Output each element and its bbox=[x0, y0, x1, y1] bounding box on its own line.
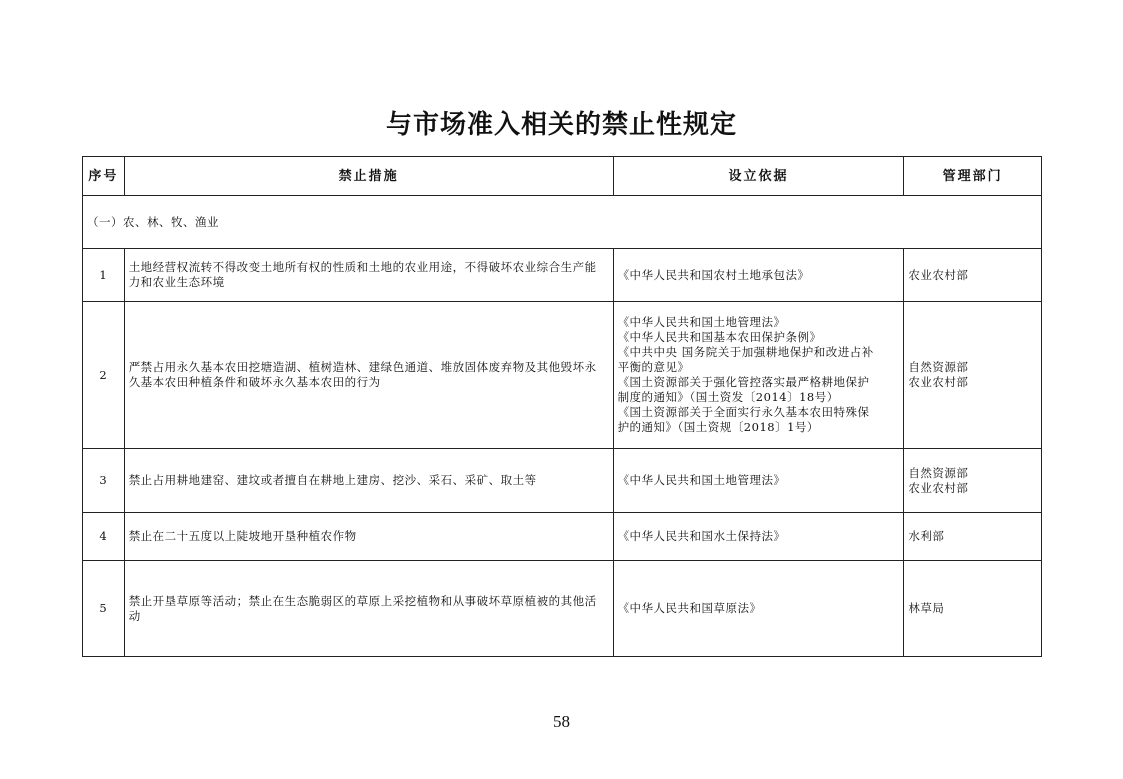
dept-line: 农业农村部 bbox=[908, 480, 969, 495]
dept-cell bbox=[904, 249, 1042, 302]
row-number: 3 bbox=[83, 449, 125, 513]
dept-line: 自然资源部 bbox=[908, 360, 969, 374]
measure-text: 禁止在二十五度以上陡坡地开垦种植农作物 bbox=[124, 513, 613, 561]
basis-line: 制度的通知》（国土资发〔2014〕18号） bbox=[617, 390, 839, 404]
basis-line: 《中华人民共和国水土保持法》 bbox=[617, 529, 786, 543]
basis-line: 《中共中央 国务院关于加强耕地保护和改进占补 bbox=[617, 345, 874, 359]
dept-line: 自然资源部 bbox=[908, 465, 969, 480]
dept-cell bbox=[904, 302, 1042, 449]
basis-line: 护的通知》（国土资规〔2018〕1号） bbox=[617, 420, 819, 434]
table-row bbox=[83, 249, 1042, 302]
basis-cell bbox=[613, 449, 904, 513]
basis-line: 《国土资源部关于全面实行永久基本农田特殊保 bbox=[617, 405, 870, 419]
table-header-row bbox=[83, 157, 1042, 196]
basis-cell bbox=[613, 513, 904, 561]
header-dept: 管理部门 bbox=[904, 157, 1042, 196]
basis-line: 《中华人民共和国土地管理法》 bbox=[617, 473, 786, 487]
basis-cell bbox=[613, 302, 904, 449]
basis-cell bbox=[613, 249, 904, 302]
dept-cell bbox=[904, 449, 1042, 513]
dept-cell bbox=[904, 561, 1042, 657]
basis-line: 《中华人民共和国土地管理法》 bbox=[617, 315, 786, 329]
regulation-table bbox=[82, 156, 1042, 657]
row-number: 1 bbox=[83, 249, 125, 302]
basis-line: 平衡的意见》 bbox=[617, 360, 690, 374]
section-title: （一）农、林、牧、渔业 bbox=[83, 196, 1042, 249]
table-row bbox=[83, 449, 1042, 513]
dept-line: 农业农村部 bbox=[908, 267, 969, 282]
measure-text: 禁止开垦草原等活动；禁止在生态脆弱区的草原上采挖植物和从事破坏草原植被的其他活动 bbox=[124, 561, 613, 657]
basis-cell bbox=[613, 561, 904, 657]
header-basis: 设立依据 bbox=[613, 157, 904, 196]
dept-line: 水利部 bbox=[908, 529, 945, 543]
basis-line: 《中华人民共和国草原法》 bbox=[617, 601, 762, 615]
row-number: 5 bbox=[83, 561, 125, 657]
dept-line: 农业农村部 bbox=[908, 375, 969, 389]
table-row bbox=[83, 561, 1042, 657]
measure-text: 严禁占用永久基本农田挖塘造湖、植树造林、建绿色通道、堆放固体废弃物及其他毁坏永久基本农田种植条件和破坏永久基本农田的行为 bbox=[124, 302, 613, 449]
table-row bbox=[83, 302, 1042, 449]
basis-line: 《中华人民共和国农村土地承包法》 bbox=[617, 267, 810, 282]
dept-line: 林草局 bbox=[908, 601, 945, 615]
section-row bbox=[83, 196, 1042, 249]
header-num: 序号 bbox=[83, 157, 125, 196]
dept-cell bbox=[904, 513, 1042, 561]
measure-text: 禁止占用耕地建窑、建坟或者擅自在耕地上建房、挖沙、采石、采矿、取土等 bbox=[124, 449, 613, 513]
header-measure: 禁止措施 bbox=[124, 157, 613, 196]
basis-line: 《中华人民共和国基本农田保护条例》 bbox=[617, 330, 822, 344]
row-number: 4 bbox=[83, 513, 125, 561]
table-row bbox=[83, 513, 1042, 561]
page-title: 与市场准入相关的禁止性规定 bbox=[385, 110, 737, 140]
measure-text: 土地经营权流转不得改变土地所有权的性质和土地的农业用途，不得破坏农业综合生产能力和农业生态环境 bbox=[124, 249, 613, 302]
page-number: 58 bbox=[553, 712, 570, 731]
basis-line: 《国土资源部关于强化管控落实最严格耕地保护 bbox=[617, 375, 870, 389]
row-number: 2 bbox=[83, 302, 125, 449]
